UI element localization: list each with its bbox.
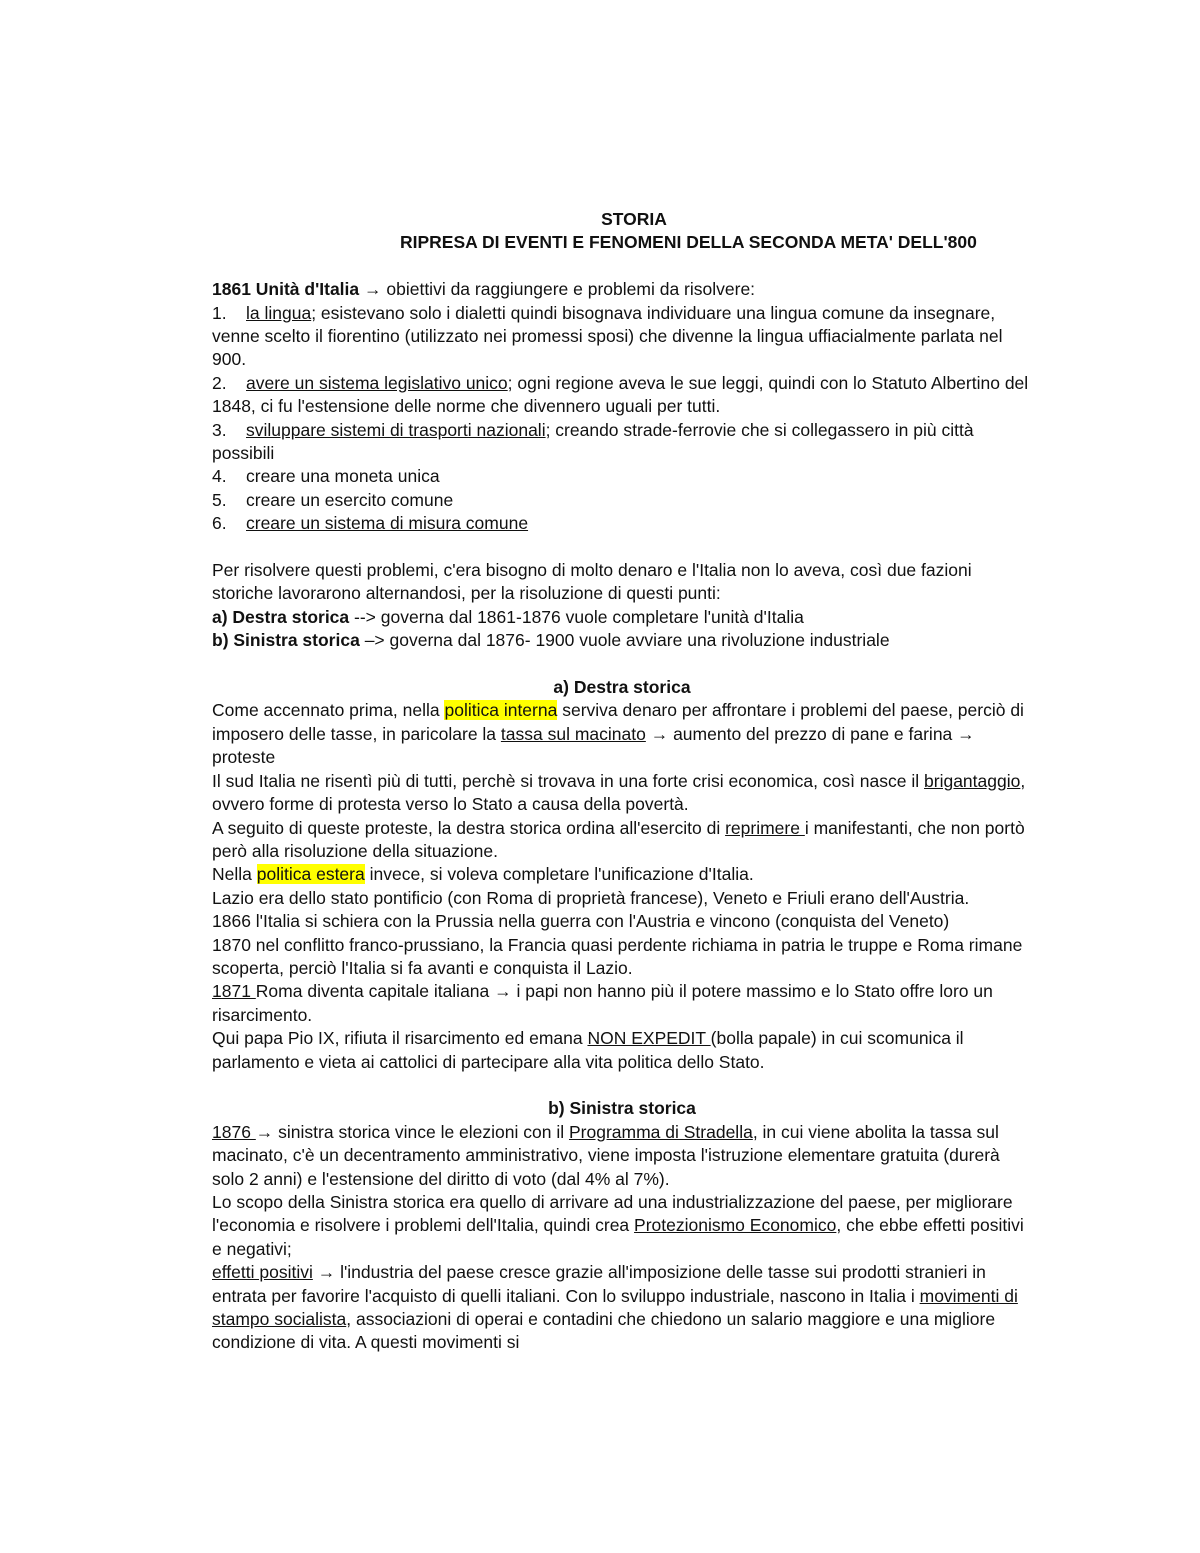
underlined-text: Programma di Stradella — [568, 1121, 753, 1142]
list-item — [212, 465, 1032, 488]
destra-paragraph: 1870 nel conflitto franco-prussiano, la Francia quasi perdente richiama in patria le truppe e Roma rimane scoperta, perciò l'Italia si fa avanti e conquista il Lazio. — [212, 934, 1023, 978]
text-span: A seguito di queste proteste, la destra storica ordina all'esercito di — [212, 817, 726, 838]
list-text: ; esistevano solo i dialetti quindi bisognava individuare una lingua comune da insegnare, venne scelto il fiorentino (utilizzato nei promessi sposi) che divenne la lingua uffiacialmente parlata nel 900. — [212, 302, 1003, 370]
list-item — [212, 372, 1032, 419]
text-span: → l'industria del paese cresce grazie all'imposizione delle tasse sui prodotti stranieri in entrata per favorire l'acquisto di quelli italiani. Con lo sviluppo industriale, nascono in Italia i — [212, 1262, 986, 1306]
text-span: , associazioni di operai e contadini che chiedono un salario maggiore e una migliore condizione di vita. A questi movimenti si — [212, 1309, 996, 1353]
destra-paragraph — [212, 699, 1032, 769]
destra-paragraph: Lazio era dello stato pontificio (con Roma di proprietà francese), Veneto e Friuli erano dell'Austria. — [212, 887, 970, 908]
text-span: i manifestanti, che non portò però alla risoluzione della situazione. — [212, 817, 1025, 861]
text-span: Nella — [212, 864, 257, 885]
list-text: ; ogni regione aveva le sue leggi, quindi con lo Statuto Albertino del 1848, ci fu l'estensione delle norme che divennero uguali per tutti. — [212, 372, 1029, 417]
underlined-text: stampo socialista — [212, 1309, 347, 1330]
destra-paragraph: 1866 l'Italia si schiera con la Prussia nella guerra con l'Austria e vincono (conquista del Veneto) — [212, 911, 950, 932]
underlined-text: Protezionismo Economico — [634, 1215, 837, 1236]
list-item — [212, 302, 1032, 372]
faction-a-label: a) Destra storica — [212, 606, 350, 627]
list-item — [212, 512, 1032, 535]
destra-paragraph — [212, 817, 1032, 864]
underlined-text: 1876 — [212, 1121, 256, 1142]
destra-paragraph — [212, 863, 1032, 886]
document-body — [212, 208, 1032, 1355]
list-underlined: creare un sistema di misura comune — [246, 513, 529, 534]
highlighted-text: politica interna — [444, 700, 558, 721]
intro-bold: 1861 Unità d'Italia — [212, 279, 360, 300]
text-span: → sinistra storica vince le elezioni con il — [255, 1121, 569, 1142]
list-number: 1. — [212, 302, 227, 323]
list-number: 3. — [212, 419, 227, 440]
list-number: 5. — [212, 489, 227, 510]
faction-b-line — [212, 629, 1032, 652]
list-underlined: avere un sistema legislativo unico — [246, 372, 508, 393]
section-heading-sinistra: b) Sinistra storica — [548, 1098, 696, 1119]
faction-a-line — [212, 606, 1032, 629]
underlined-text: tassa sul macinato — [500, 723, 646, 744]
text-span: Roma diventa capitale italiana → i papi non hanno più il potere massimo e lo Stato offre loro un risarcimento. — [212, 981, 993, 1025]
highlighted-text: politica estera — [256, 864, 365, 885]
list-text: creare un esercito comune — [246, 489, 454, 510]
list-number: 4. — [212, 466, 227, 487]
text-span: → aumento del prezzo di pane e farina → proteste — [212, 723, 975, 768]
list-number: 6. — [212, 513, 227, 534]
destra-paragraph — [212, 770, 1032, 817]
destra-paragraph — [212, 1027, 1032, 1074]
list-item — [212, 489, 1032, 512]
text-span: (bolla papale) in cui scomunica il parlamento e vieta ai cattolici di partecipare alla vita politica dello Stato. — [212, 1028, 964, 1072]
document-title: STORIA — [601, 209, 667, 229]
list-number: 2. — [212, 372, 227, 393]
text-span: serviva denaro per affrontare i problemi del paese, perciò di imposero delle tasse, in paricolare la — [212, 700, 1024, 744]
text-span: Il sud Italia ne risentì più di tutti, perchè si trovava in una forte crisi economica, così nasce il — [212, 770, 925, 791]
underlined-text: movimenti di — [919, 1285, 1018, 1306]
objectives-list — [212, 302, 1032, 536]
underlined-text: brigantaggio — [924, 770, 1021, 791]
text-span: , in cui viene abolita la tassa sul macinato, c'è un decentramento amministrativo, viene imposta l'istruzione elementare gratuita (durerà solo 2 anni) e l'estensione del diritto di voto (dal 4% al 7%). — [212, 1121, 1000, 1189]
sinistra-paragraph — [212, 1191, 1032, 1261]
underlined-text: reprimere — [725, 817, 805, 838]
document-subtitle: RIPRESA DI EVENTI E FENOMENI DELLA SECONDA META' DELL'800 — [400, 232, 977, 253]
sinistra-paragraph — [212, 1121, 1032, 1191]
faction-a-text: --> governa dal 1861-1876 vuole completare l'unità d'Italia — [349, 606, 804, 627]
underlined-text: 1871 — [212, 981, 256, 1002]
destra-paragraph — [212, 980, 1032, 1027]
list-underlined: sviluppare sistemi di trasporti nazionali — [246, 419, 546, 440]
text-span: , che ebbe effetti positivi e negativi; — [212, 1215, 1024, 1259]
list-item — [212, 419, 1032, 466]
factions-paragraph: Per risolvere questi problemi, c'era bisogno di molto denaro e l'Italia non lo aveva, così due fazioni storiche lavorarono alternandosi, per la risoluzione di questi punti: — [212, 560, 972, 604]
intro-line — [212, 278, 1032, 301]
text-span: Lo scopo della Sinistra storica era quello di arrivare ad una industrializzazione del paese, per migliorare l'economia e risolvere i problemi dell'Italia, quindi crea — [212, 1192, 1013, 1236]
list-text: ; creando strade-ferrovie che si collegassero in più città possibili — [212, 419, 974, 464]
list-underlined: la lingua — [246, 302, 312, 323]
faction-b-label: b) Sinistra storica — [212, 630, 360, 651]
section-heading-destra: a) Destra storica — [553, 677, 691, 698]
faction-b-text: –> governa dal 1876- 1900 vuole avviare una rivoluzione industriale — [359, 630, 890, 651]
text-span: Come accennato prima, nella — [212, 700, 445, 721]
underlined-text: effetti positivi — [212, 1262, 313, 1283]
text-span: invece, si voleva completare l'unificazione d'Italia. — [364, 864, 754, 885]
sinistra-paragraph — [212, 1261, 1032, 1355]
list-text: creare una moneta unica — [246, 466, 440, 487]
text-span: Qui papa Pio IX, rifiuta il risarcimento ed emana — [212, 1028, 588, 1049]
underlined-text: NON EXPEDIT — [587, 1028, 711, 1049]
text-span: , ovvero forme di protesta verso lo Stato a causa della povertà. — [212, 770, 1026, 815]
intro-text: → obiettivi da raggiungere e problemi da risolvere: — [359, 279, 756, 300]
